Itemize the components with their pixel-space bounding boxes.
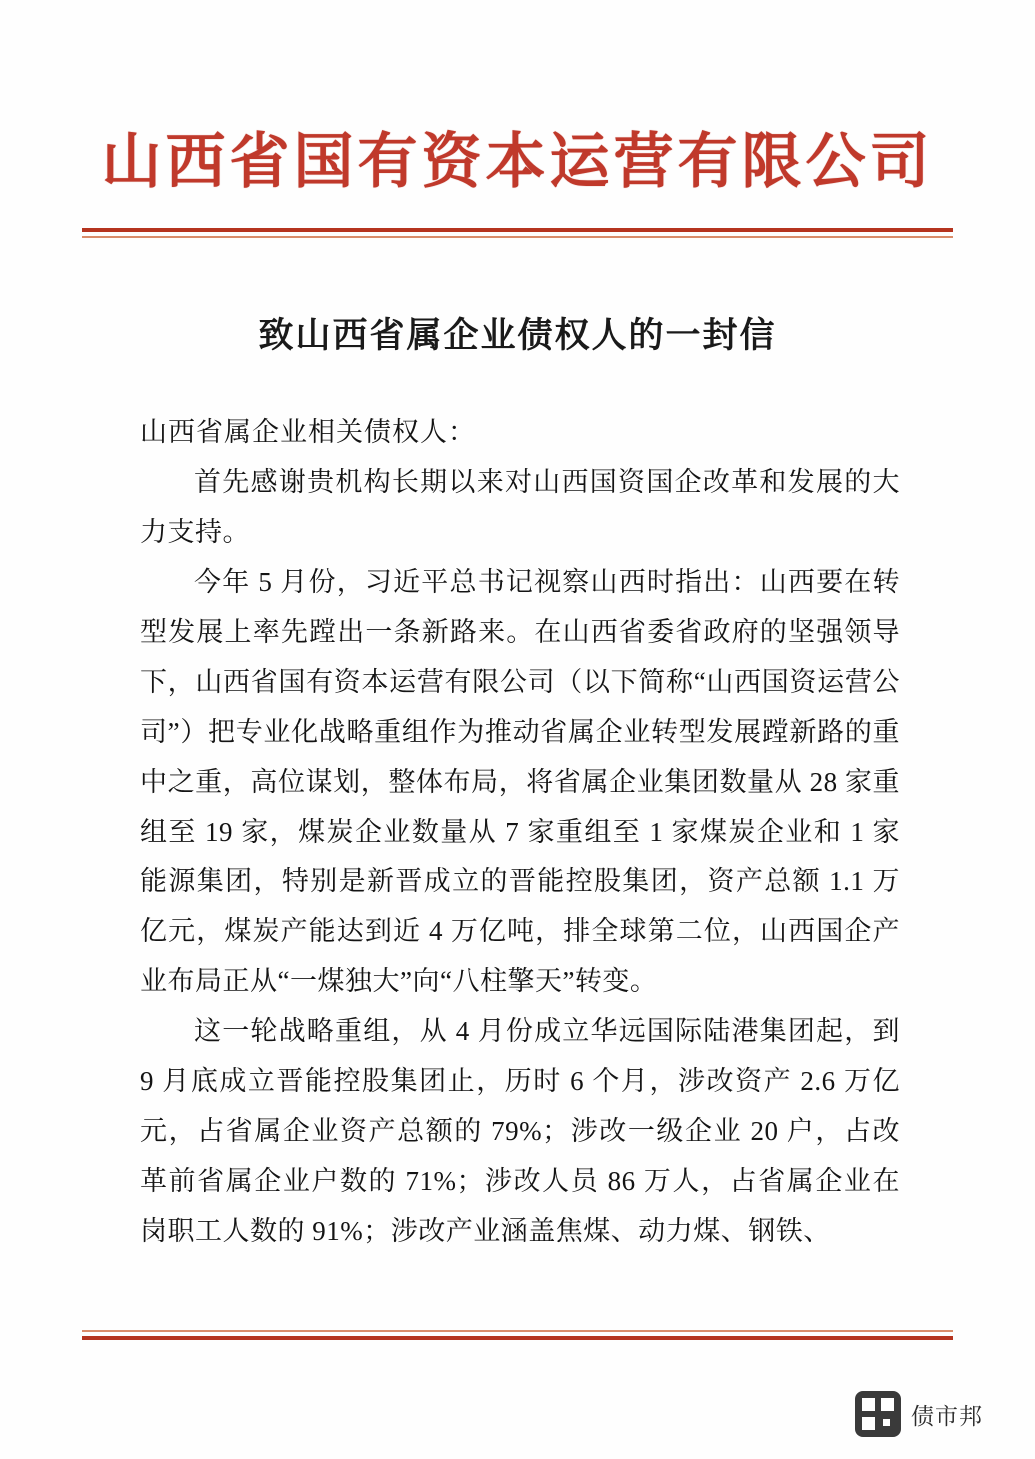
letterhead: [0, 128, 1035, 197]
header-divider-thick: [82, 228, 953, 232]
company-name: 山西省国有资本运营有限公司: [101, 127, 934, 197]
header-divider-thin: [82, 236, 953, 238]
salutation: 山西省属企业相关债权人：: [140, 417, 476, 447]
footer-badge-label: 债市邦: [911, 1403, 983, 1430]
body-paragraph-2: 今年 5 月份，习近平总书记视察山西时指出：山西要在转型发展上率先蹚出一条新路来。在山西省委省政府的坚强领导下，山西省国有资本运营有限公司（以下简称“山西国资运营公司”）把专业化战略重组作为推动省属企业转型发展蹚新路的重中之重，高位谋划，整体布局，将省属企业集团数量从 28 家重组至 19 家，煤炭企业数量从 7 家重组至 1 家煤炭企业和 1 家能源集团，特别是新晋成立的晋能控股集团，资产总额 1.1 万亿元，煤炭产能达到近 4 万亿吨，排全球第二位，山西国企产业布局正从“一煤独大”向“八柱擎天”转变。: [140, 566, 900, 997]
header-divider: [82, 228, 953, 238]
body-paragraph-1: 首先感谢贵机构长期以来对山西国资国企改革和发展的大力支持。: [140, 466, 900, 547]
document-body: [140, 408, 900, 1257]
footer-divider-thin: [82, 1330, 953, 1332]
footer-badge: [855, 1391, 983, 1437]
page-title: 致山西省属企业债权人的一封信: [258, 315, 777, 356]
footer-divider-thick: [82, 1336, 953, 1340]
qr-code-icon: [855, 1391, 901, 1437]
body-paragraph-3: 这一轮战略重组，从 4 月份成立华远国际陆港集团起，到 9 月底成立晋能控股集团止，历时 6 个月，涉改资产 2.6 万亿元，占省属企业资产总额的 79%；涉改一级企业 20 户，占改革前省属企业户数的 71%；涉改人员 86 万人，占省属企业在岗职工人数的 91%；涉改产业涵盖焦煤、动力煤、钢铁、: [140, 1016, 900, 1246]
footer-divider: [82, 1330, 953, 1340]
